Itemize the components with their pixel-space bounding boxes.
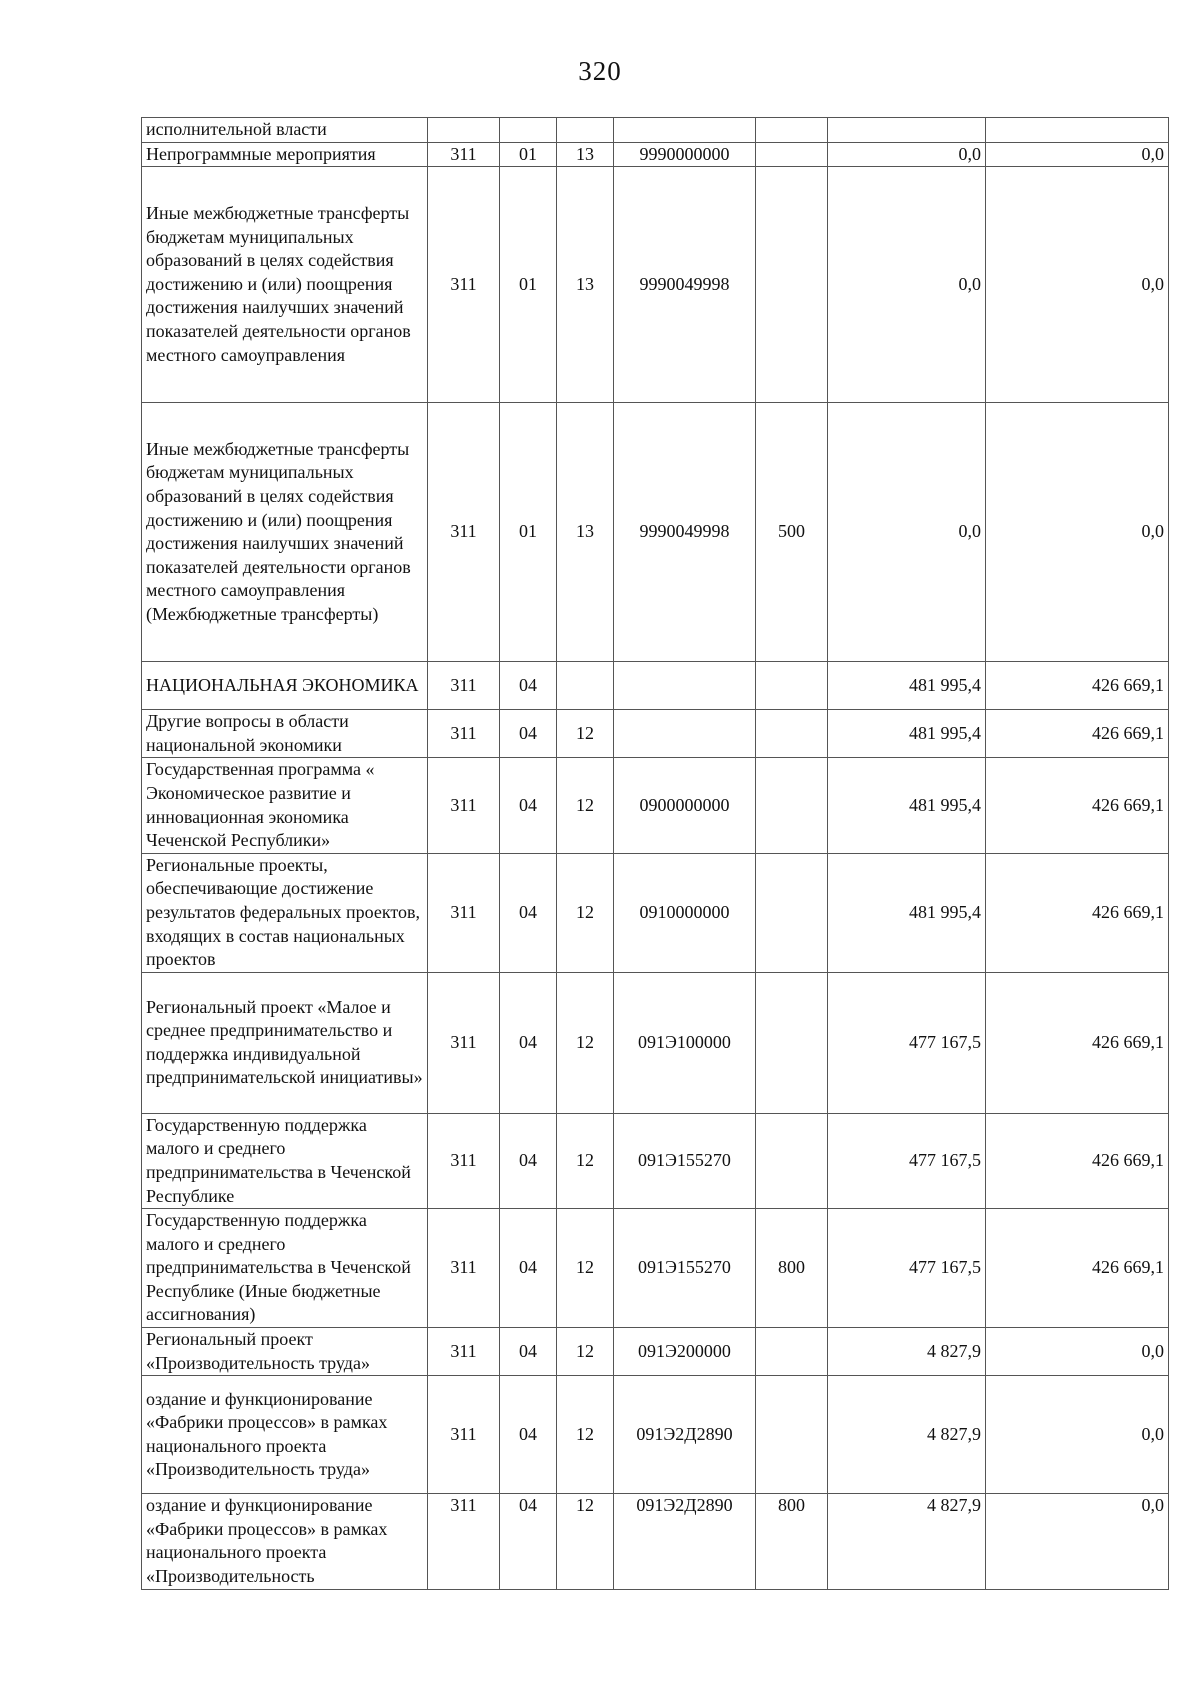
table-row — [142, 662, 1169, 710]
row-gr: 311 — [428, 1376, 500, 1494]
row-csr: 0900000000 — [614, 758, 756, 853]
row-gr: 311 — [428, 972, 500, 1113]
row-sum-2: 426 669,1 — [986, 758, 1169, 853]
row-sum-1: 0,0 — [828, 403, 986, 662]
row-sum-1: 0,0 — [828, 167, 986, 403]
row-gr: 311 — [428, 167, 500, 403]
row-rz: 04 — [500, 853, 557, 972]
row-name: Региональный проект «Производительность труда» — [142, 1328, 428, 1376]
row-csr: 0910000000 — [614, 853, 756, 972]
row-pr: 13 — [557, 142, 614, 167]
row-vr — [756, 758, 828, 853]
row-sum-1: 4 827,9 — [828, 1494, 986, 1590]
page-number: 320 — [578, 56, 622, 86]
row-csr: 9990049998 — [614, 403, 756, 662]
row-vr: 500 — [756, 403, 828, 662]
row-rz: 04 — [500, 1209, 557, 1328]
row-rz: 04 — [500, 710, 557, 758]
table-row — [142, 1376, 1169, 1494]
row-pr: 12 — [557, 1328, 614, 1376]
row-pr — [557, 662, 614, 710]
row-name: НАЦИОНАЛЬНАЯ ЭКОНОМИКА — [142, 662, 428, 710]
row-rz: 04 — [500, 972, 557, 1113]
row-sum-2: 426 669,1 — [986, 972, 1169, 1113]
table-row — [142, 1494, 1169, 1590]
row-sum-1: 481 995,4 — [828, 853, 986, 972]
row-name: Государственную поддержка малого и среднего предпринимательства в Чеченской Республике — [142, 1113, 428, 1208]
row-csr: 091Э155270 — [614, 1113, 756, 1208]
row-csr — [614, 118, 756, 143]
row-gr: 311 — [428, 710, 500, 758]
row-vr — [756, 167, 828, 403]
row-pr: 12 — [557, 710, 614, 758]
row-rz — [500, 118, 557, 143]
row-sum-2: 0,0 — [986, 142, 1169, 167]
row-vr: 800 — [756, 1494, 828, 1590]
row-sum-2: 426 669,1 — [986, 1209, 1169, 1328]
row-vr — [756, 142, 828, 167]
row-sum-1: 481 995,4 — [828, 662, 986, 710]
table-row — [142, 1113, 1169, 1208]
row-vr — [756, 118, 828, 143]
row-rz: 01 — [500, 142, 557, 167]
row-vr — [756, 972, 828, 1113]
row-pr: 12 — [557, 1494, 614, 1590]
row-sum-2: 0,0 — [986, 1328, 1169, 1376]
row-sum-2: 426 669,1 — [986, 1113, 1169, 1208]
row-rz: 04 — [500, 1113, 557, 1208]
row-gr: 311 — [428, 142, 500, 167]
row-vr — [756, 1328, 828, 1376]
row-sum-2: 426 669,1 — [986, 853, 1169, 972]
row-name: Региональный проект «Малое и среднее предпринимательство и поддержка индивидуальной предпринимательской инициативы» — [142, 972, 428, 1113]
row-gr: 311 — [428, 1494, 500, 1590]
row-gr: 311 — [428, 1113, 500, 1208]
row-sum-1: 477 167,5 — [828, 1113, 986, 1208]
row-gr: 311 — [428, 403, 500, 662]
row-sum-2: 0,0 — [986, 403, 1169, 662]
row-name: Другие вопросы в области национальной экономики — [142, 710, 428, 758]
row-pr: 12 — [557, 972, 614, 1113]
row-sum-2 — [986, 118, 1169, 143]
row-csr — [614, 710, 756, 758]
row-pr: 12 — [557, 1113, 614, 1208]
row-sum-1 — [828, 118, 986, 143]
row-name: Государственная программа « Экономическое развитие и инновационная экономика Чеченской Республики» — [142, 758, 428, 853]
row-sum-2: 0,0 — [986, 1376, 1169, 1494]
row-csr: 091Э200000 — [614, 1328, 756, 1376]
row-rz: 04 — [500, 662, 557, 710]
row-sum-1: 0,0 — [828, 142, 986, 167]
row-rz: 01 — [500, 403, 557, 662]
table-row — [142, 142, 1169, 167]
row-vr: 800 — [756, 1209, 828, 1328]
row-sum-1: 477 167,5 — [828, 1209, 986, 1328]
row-rz: 04 — [500, 758, 557, 853]
row-name: исполнительной власти — [142, 118, 428, 143]
row-sum-1: 481 995,4 — [828, 758, 986, 853]
table-row — [142, 972, 1169, 1113]
row-name: Иные межбюджетные трансферты бюджетам муниципальных образований в целях содействия достижению и (или) поощрения достижения наилучших значений показателей деятельности органов местного самоуправления (Межбюджетные трансферты) — [142, 403, 428, 662]
row-vr — [756, 853, 828, 972]
row-csr: 091Э155270 — [614, 1209, 756, 1328]
row-rz: 04 — [500, 1494, 557, 1590]
table-row — [142, 1209, 1169, 1328]
row-pr: 12 — [557, 1376, 614, 1494]
row-rz: 04 — [500, 1376, 557, 1494]
table-row — [142, 853, 1169, 972]
table-row — [142, 758, 1169, 853]
row-sum-1: 481 995,4 — [828, 710, 986, 758]
row-csr — [614, 662, 756, 710]
row-rz: 04 — [500, 1328, 557, 1376]
row-pr: 12 — [557, 758, 614, 853]
row-pr: 12 — [557, 1209, 614, 1328]
row-sum-2: 426 669,1 — [986, 662, 1169, 710]
row-sum-2: 426 669,1 — [986, 710, 1169, 758]
row-name: Региональные проекты, обеспечивающие достижение результатов федеральных проектов, входящих в состав национальных проектов — [142, 853, 428, 972]
row-csr: 091Э2Д2890 — [614, 1376, 756, 1494]
row-sum-2: 0,0 — [986, 167, 1169, 403]
row-gr: 311 — [428, 1209, 500, 1328]
row-pr: 13 — [557, 167, 614, 403]
row-gr: 311 — [428, 1328, 500, 1376]
row-vr — [756, 1113, 828, 1208]
table-row — [142, 167, 1169, 403]
row-csr: 091Э100000 — [614, 972, 756, 1113]
table-row — [142, 710, 1169, 758]
row-csr: 9990049998 — [614, 167, 756, 403]
row-gr: 311 — [428, 758, 500, 853]
row-sum-1: 4 827,9 — [828, 1376, 986, 1494]
row-name: Государственную поддержка малого и среднего предпринимательства в Чеченской Республике (Иные бюджетные ассигнования) — [142, 1209, 428, 1328]
row-csr: 091Э2Д2890 — [614, 1494, 756, 1590]
row-sum-2: 0,0 — [986, 1494, 1169, 1590]
row-sum-1: 477 167,5 — [828, 972, 986, 1113]
table-row — [142, 118, 1169, 143]
row-sum-1: 4 827,9 — [828, 1328, 986, 1376]
row-gr: 311 — [428, 662, 500, 710]
row-name: Иные межбюджетные трансферты бюджетам муниципальных образований в целях содействия достижению и (или) поощрения достижения наилучших значений показателей деятельности органов местного самоуправления — [142, 167, 428, 403]
row-vr — [756, 662, 828, 710]
row-pr — [557, 118, 614, 143]
row-gr — [428, 118, 500, 143]
row-vr — [756, 710, 828, 758]
budget-table — [141, 117, 1169, 1590]
table-row — [142, 403, 1169, 662]
row-gr: 311 — [428, 853, 500, 972]
row-name: Непрограммные мероприятия — [142, 142, 428, 167]
table-row — [142, 1328, 1169, 1376]
row-rz: 01 — [500, 167, 557, 403]
row-csr: 9990000000 — [614, 142, 756, 167]
row-pr: 13 — [557, 403, 614, 662]
row-name: оздание и функционирование «Фабрики процессов» в рамках национального проекта «Производительность труда» — [142, 1376, 428, 1494]
row-vr — [756, 1376, 828, 1494]
row-name: оздание и функционирование «Фабрики процессов» в рамках национального проекта «Производительность — [142, 1494, 428, 1590]
row-pr: 12 — [557, 853, 614, 972]
